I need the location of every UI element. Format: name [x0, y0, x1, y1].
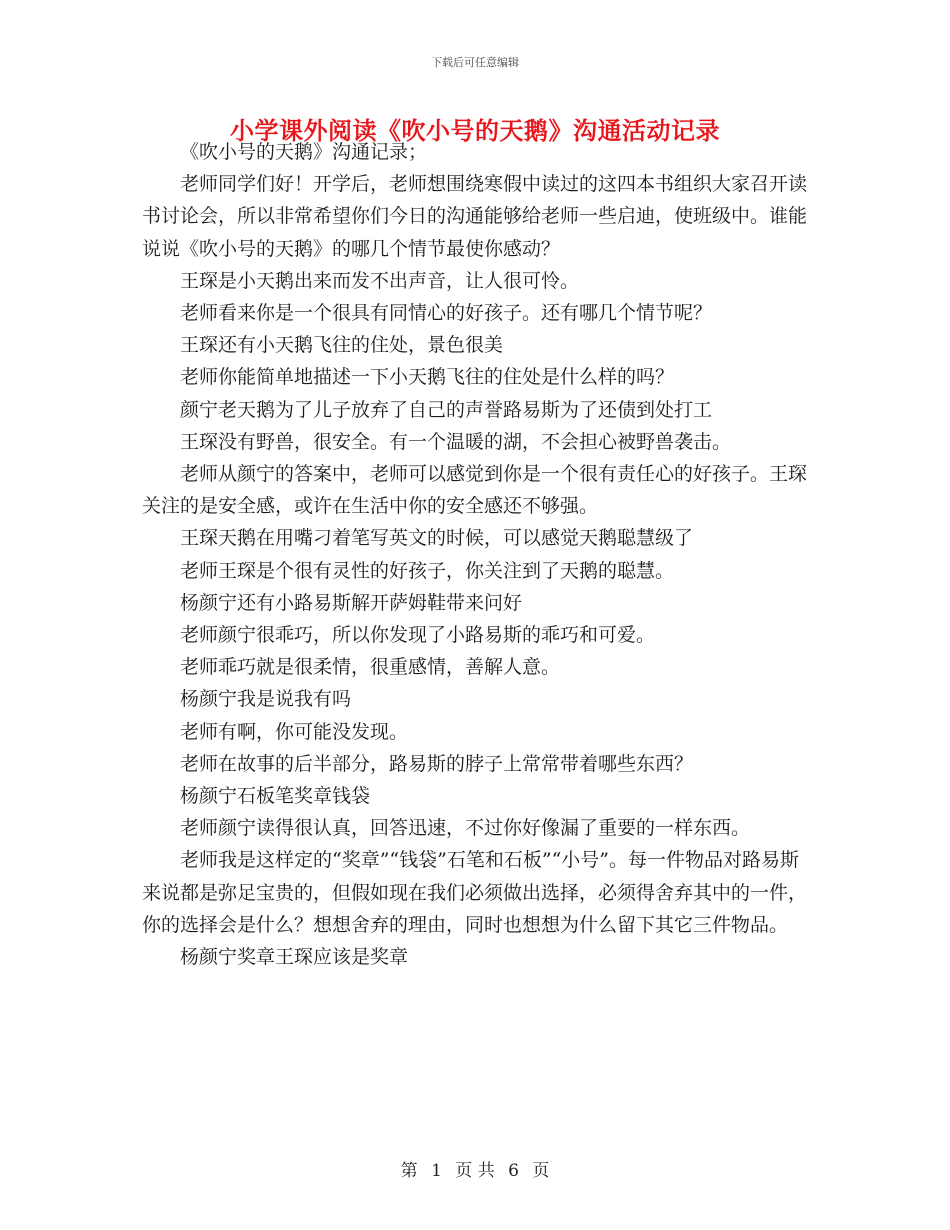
paragraph: 王琛没有野兽，很安全。有一个温暖的湖，不会担心被野兽袭击。	[180, 430, 732, 453]
paragraph: 杨颜宁还有小路易斯解开萨姆鞋带来问好	[180, 591, 523, 614]
paragraph: 王琛还有小天鹅飞往的住处，景色很美	[180, 334, 504, 357]
paragraph: 老师同学们好！开学后，老师想围绕寒假中读过的这四本书组织大家召开读书讨论会，所以非常希望你们今日的沟通能够给老师一些启迪，使班级中。谁能说说《吹小号的天鹅》的哪几个情节最使你感动？	[142, 173, 808, 260]
footer-mid: 页 共	[455, 1161, 495, 1181]
document-body	[142, 136, 812, 973]
paragraph: 王琛是小天鹅出来而发不出声音，让人很可怜。	[180, 269, 580, 292]
paragraph: 老师你能简单地描述一下小天鹅飞往的住处是什么样的吗？	[180, 366, 675, 389]
paragraph: 老师我是这样定的“奖章”“钱袋”石笔和石板”“小号”。每一件物品对路易斯来说都是弥足宝贵的，但假如现在我们必须做出选择，必须得舍弃其中的一件，你的选择会是什么？想想舍弃的理由，同时也想想为什么留下其它三件物品。	[142, 849, 808, 936]
paragraph: 老师看来你是一个很具有同情心的好孩子。还有哪几个情节呢？	[180, 302, 713, 325]
footer-suffix: 页	[532, 1161, 550, 1181]
page-footer	[0, 1156, 950, 1181]
page-number: 1	[431, 1161, 442, 1181]
paragraph: 老师乖巧就是很柔情，很重感情，善解人意。	[180, 656, 561, 679]
paragraph: 老师从颜宁的答案中，老师可以感觉到你是一个很有责任心的好孩子。王琛关注的是安全感，或许在生活中你的安全感还不够强。	[142, 463, 808, 518]
paragraph: 杨颜宁石板笔奖章钱袋	[180, 785, 371, 808]
footer-prefix: 第	[400, 1161, 418, 1181]
paragraph: 颜宁老天鹅为了儿子放弃了自己的声誉路易斯为了还债到处打工	[180, 398, 713, 421]
paragraph: 老师在故事的后半部分，路易斯的脖子上常常带着哪些东西？	[180, 752, 694, 775]
total-pages: 6	[508, 1161, 519, 1181]
document-title: 小学课外阅读《吹小号的天鹅》沟通活动记录	[230, 116, 720, 145]
paragraph: 老师颜宁读得很认真，回答迅速，不过你好像漏了重要的一样东西。	[180, 817, 751, 840]
header-note: 下载后可任意编辑	[431, 56, 519, 69]
paragraph: 老师有啊，你可能没发现。	[180, 720, 409, 743]
paragraph: 王琛天鹅在用嘴刁着笔写英文的时候，可以感觉天鹅聪慧级了	[180, 527, 694, 550]
paragraph: 老师王琛是个很有灵性的好孩子，你关注到了天鹅的聪慧。	[180, 559, 675, 582]
paragraph: 老师颜宁很乖巧，所以你发现了小路易斯的乖巧和可爱。	[180, 624, 656, 647]
paragraph: 杨颜宁奖章王琛应该是奖章	[180, 946, 409, 969]
paragraph: 杨颜宁我是说我有吗	[180, 688, 352, 711]
paragraph: 《吹小号的天鹅》沟通记录；	[180, 141, 428, 163]
